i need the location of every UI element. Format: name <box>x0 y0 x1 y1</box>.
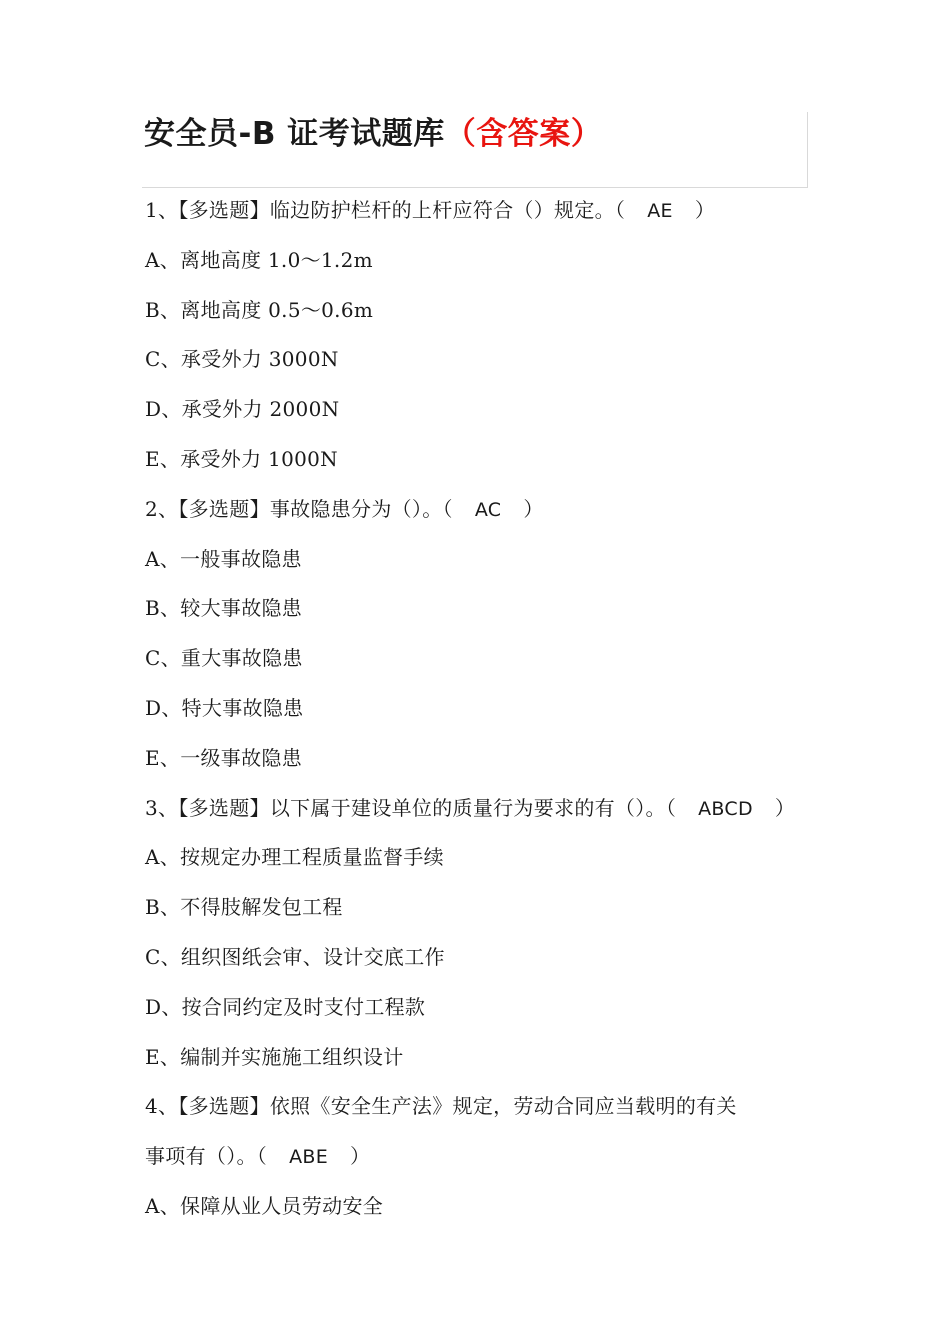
question-3-option-e: E、编制并实施施工组织设计 <box>145 1044 404 1069</box>
question-1-option-c: C、承受外力 3000N <box>145 347 339 372</box>
question-4-option-a: A、保障从业人员劳动安全 <box>145 1193 384 1218</box>
question-2-option-a: A、一般事故隐患 <box>145 546 302 571</box>
question-1-option-b: B、离地高度 0.5～0.6m <box>145 297 374 322</box>
question-2-option-b: B、较大事故隐患 <box>145 596 303 621</box>
question-4-stem-line-2: 事项有（）。（ ABE ） <box>145 1144 371 1169</box>
question-2-option-d: D、特大事故隐患 <box>145 695 304 720</box>
question-1-option-d: D、承受外力 2000N <box>145 397 340 422</box>
question-1-option-e: E、承受外力 1000N <box>145 446 338 471</box>
question-1-option-a: A、离地高度 1.0～1.2m <box>145 247 373 272</box>
question-3-stem: 3、【多选题】以下属于建设单位的质量行为要求的有（）。（ ABCD ） <box>145 795 796 820</box>
question-list <box>145 186 815 1232</box>
question-4-answer: ABE <box>289 1146 329 1169</box>
question-2-stem: 2、【多选题】事故隐患分为（）。（ AC ） <box>145 496 544 521</box>
question-3-option-c: C、组织图纸会审、设计交底工作 <box>145 944 445 969</box>
title-box <box>142 112 808 188</box>
question-2-option-e: E、一级事故隐患 <box>145 745 302 770</box>
question-1-answer: AE <box>647 200 673 222</box>
title-main: 安全员-B 证考试题库 <box>144 116 445 152</box>
question-1-stem: 1、【多选题】临边防护栏杆的上杆应符合（）规定。（ AE ） <box>145 198 716 222</box>
question-2-option-c: C、重大事故隐患 <box>145 646 303 671</box>
title-accent: （含答案） <box>444 116 603 152</box>
question-3-option-d: D、按合同约定及时支付工程款 <box>145 994 426 1019</box>
question-3-option-b: B、不得肢解发包工程 <box>145 895 343 920</box>
question-3-answer: ABCD <box>698 797 753 820</box>
question-2-answer: AC <box>474 498 502 521</box>
document-title <box>144 114 602 154</box>
question-3-option-a: A、按规定办理工程质量监督手续 <box>145 845 444 870</box>
question-4-stem-line-1: 4、【多选题】依照《安全生产法》规定，劳动合同应当载明的有关 <box>145 1094 737 1119</box>
